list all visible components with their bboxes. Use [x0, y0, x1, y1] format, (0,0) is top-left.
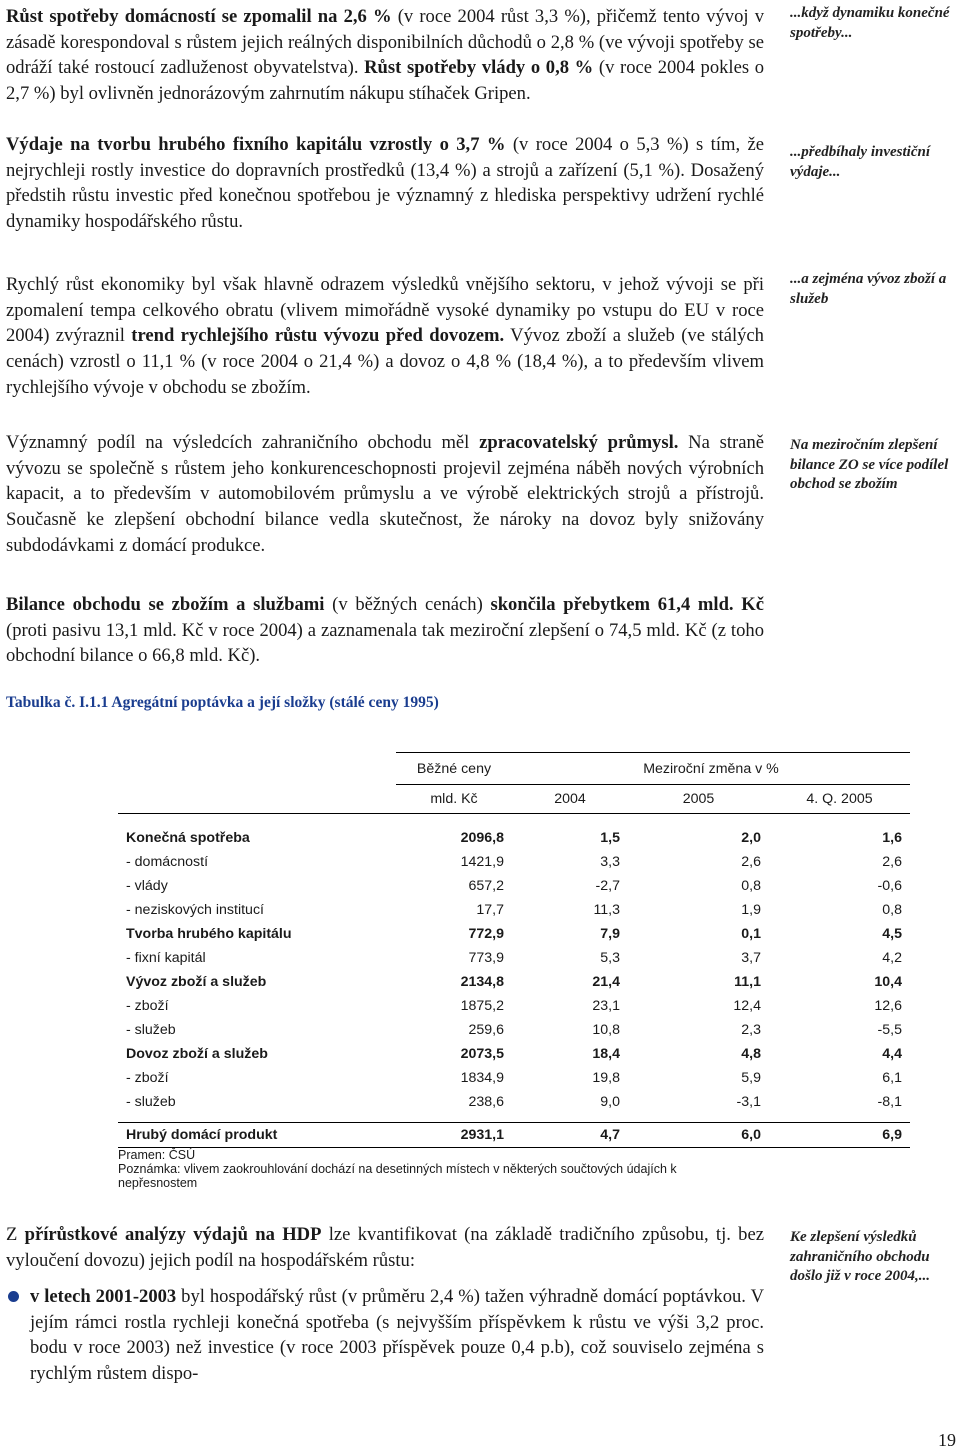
row-value: 1,5: [512, 814, 628, 851]
row-value: 9,0: [600, 1094, 620, 1110]
row-value: 6,0: [628, 1123, 769, 1148]
row-value: 12,4: [733, 998, 761, 1014]
row-value: 7,9: [600, 926, 620, 942]
row-value: 4,8: [741, 1046, 761, 1062]
row-value: 2073,5: [460, 1046, 504, 1062]
table-row: [118, 850, 910, 874]
table-row: [118, 898, 910, 922]
row-value: 0,8: [882, 902, 902, 918]
row-value: 2,3: [741, 1022, 761, 1038]
row-label: Dovoz zboží a služeb: [126, 1046, 268, 1062]
row-label: - neziskových institucí: [126, 902, 264, 918]
paragraph-trade-balance: Bilance obchodu se zbožím a službami (v běžných cenách) skončila přebytkem 61,4 mld. Kč (proti pasivu 13,1 mld. Kč v roce 2004) a zaznamenala tak meziroční zlepšení o 74,5 mld. Kč (z toho obchodní bilance o 66,8 mld. Kč).: [6, 594, 764, 667]
header-2005: 2005: [628, 785, 769, 814]
row-label: - zboží: [126, 998, 169, 1014]
row-value: 5,3: [600, 950, 620, 966]
table-subheader-row: [118, 785, 910, 814]
row-label: - fixní kapitál: [126, 950, 206, 966]
row-value: 3,3: [600, 854, 620, 870]
row-value: 772,9: [468, 926, 504, 942]
table-row: [118, 874, 910, 898]
row-value: 17,7: [476, 902, 504, 918]
row-value: 1,9: [741, 902, 761, 918]
row-value: 2134,8: [460, 974, 504, 990]
row-value: 0,1: [741, 926, 761, 942]
row-value: 4,2: [882, 950, 902, 966]
table-footnote: Poznámka: vlivem zaokrouhlování dochází na desetinných místech v některých součtových údajích k nepřesnostem: [118, 1162, 677, 1190]
row-value: 12,6: [874, 998, 902, 1014]
bullet-2001-2003: v letech 2001-2003 byl hospodářský růst (v průměru 2,4 %) tažen výhradně domácí poptávkou. V jejím rámci rostla rychleji konečná spotřeba (s nejvyšším příspěvkem k růstu ve výši 3,2 proc. bodu v roce 2003) než investice (v roce 2003 příspěvek pouze 0,4 p.b), což souviselo zejména s rychlým růstem dispo-: [30, 1286, 764, 1385]
header-yoy-change: Meziroční změna v %: [512, 753, 910, 785]
row-label: - služeb: [126, 1022, 176, 1038]
row-value: 1,6: [769, 814, 910, 851]
table-row: [118, 922, 910, 946]
table-row: [118, 1066, 910, 1090]
table-row: [118, 1090, 910, 1114]
margin-note-exports: ...a zejména vývoz zboží a služeb: [790, 271, 947, 307]
row-value: 773,9: [468, 950, 504, 966]
row-value: 2,6: [882, 854, 902, 870]
margin-note-trade-balance: Na meziročním zlepšení bilance ZO se více podílel obchod se zbožím: [790, 437, 949, 492]
row-value: 18,4: [592, 1046, 620, 1062]
row-value: 2,0: [628, 814, 769, 851]
paragraph-incremental-analysis: Z přírůstkové analýzy výdajů na HDP lze kvantifikovat (na základě tradičního způsobu, tj. bez vyloučení dovozu) jejich podíl na hospodářském růstu:: [6, 1224, 764, 1271]
table-source-note: [118, 1148, 758, 1190]
row-value: -0,6: [877, 878, 902, 894]
row-value: 2,6: [741, 854, 761, 870]
row-value: 23,1: [592, 998, 620, 1014]
row-value: 6,9: [769, 1123, 910, 1148]
row-label: Vývoz zboží a služeb: [126, 974, 267, 990]
paragraph-manufacturing: Významný podíl na výsledcích zahraničního obchodu měl zpracovatelský průmysl. Na straně vývozu se společně s růstem jeho konkurenceschopnosti projevil zejména náběh nových výrobních kapacit, a to především v automobilovém průmyslu a ve výrobě elektrických strojů a přístrojů. Současně ke zlepšení obchodní bilance vedla skutečnost, že nároky na dovoz byly snižovány subdodávkami z domácí produkce.: [6, 432, 765, 556]
paragraph-investment: Výdaje na tvorbu hrubého fixního kapitálu vzrostly o 3,7 % (v roce 2004 o 5,3 %) s tím, že nejrychleji rostly investice do dopravních prostředků (13,4 %) a strojů a zařízení (5,1 %). Dosažený předstih růstu investic před konečnou spotřebou je významný z hlediska perspektivy udržení rychlé dynamiky hospodářského růstu.: [6, 134, 764, 233]
paragraph-external-sector: Rychlý růst ekonomiky byl však hlavně odrazem výsledků vnějšího sektoru, v jehož vývoji se při zpomalení tempa celkového obratu (vlivem mimořádně vysoké dynamiky po vstupu do EU v roce 2004) zvýraznil trend rychlejšího růstu vývozu před dovozem. Vývoz zboží a služeb (ve stálých cenách) vzrostl o 11,1 % (v roce 2004 o 21,4 %) a dovoz o 4,8 % (18,4 %), a to především vlivem rychlejšího vývoje v obchodu se zbožím.: [6, 274, 764, 398]
row-value: 657,2: [468, 878, 504, 894]
table-spacer: [118, 1114, 910, 1123]
row-value: 1875,2: [460, 998, 504, 1014]
row-value: 0,8: [741, 878, 761, 894]
row-value: -2,7: [595, 878, 620, 894]
row-value: 4,5: [882, 926, 902, 942]
table-row: [118, 946, 910, 970]
header-unit: mld. Kč: [396, 785, 512, 814]
aggregate-demand-table: [118, 752, 910, 1148]
table-header-row: [118, 753, 910, 785]
row-value: 11,3: [593, 902, 620, 918]
row-value: 4,7: [512, 1123, 628, 1148]
row-label: Tvorba hrubého kapitálu: [126, 926, 292, 942]
header-current-prices: Běžné ceny: [396, 753, 512, 785]
row-label: - domácností: [126, 854, 209, 870]
row-value: 4,4: [882, 1046, 902, 1062]
row-value: 2931,1: [396, 1123, 512, 1148]
bullet-icon: [8, 1291, 19, 1302]
row-value: -5,5: [877, 1022, 902, 1038]
row-value: -8,1: [877, 1094, 902, 1110]
header-q4-2005: 4. Q. 2005: [769, 785, 910, 814]
row-label: Konečná spotřeba: [118, 814, 396, 851]
row-value: 1834,9: [460, 1070, 504, 1086]
row-label: - služeb: [126, 1094, 176, 1110]
row-value: 10,8: [592, 1022, 620, 1038]
table-caption: Tabulka č. I.1.1 Agregátní poptávka a její složky (stálé ceny 1995): [6, 694, 439, 711]
row-value: 19,8: [592, 1070, 620, 1086]
margin-note-consumption: ...když dynamiku konečné spotřeby...: [790, 5, 950, 41]
table-row: [118, 814, 910, 851]
row-value: 6,1: [882, 1070, 902, 1086]
paragraph-consumption: Růst spotřeby domácností se zpomalil na 2,6 % (v roce 2004 růst 3,3 %), přičemž tento vývoj v zásadě korespondoval s růstem jejich reálných disponibilních důchodů o 2,8 % (ve vývoji spotřeby se odráží také rostoucí zadluženost obyvatelstva). Růst spotřeby vlády o 0,8 % (v roce 2004 pokles o 2,7 %) byl ovlivněn jednorázovým zahrnutím nákupu stíhaček Gripen.: [6, 6, 764, 105]
row-value: -3,1: [736, 1094, 761, 1110]
row-value: 21,4: [592, 974, 620, 990]
table-source: Pramen: ČSÚ: [118, 1148, 196, 1162]
margin-note-trade-2004: Ke zlepšení výsledků zahraničního obchodu došlo již v roce 2004,...: [790, 1229, 930, 1284]
row-value: 10,4: [874, 974, 902, 990]
table-row: [118, 1042, 910, 1066]
row-value: 5,9: [741, 1070, 761, 1086]
page-number: 19: [938, 1430, 956, 1450]
margin-note-investment: ...předbíhaly investiční výdaje...: [790, 144, 930, 180]
table-row: [118, 970, 910, 994]
table-row: [118, 1123, 910, 1148]
row-label: - vlády: [126, 878, 168, 894]
table-row: [118, 1018, 910, 1042]
row-label: Hrubý domácí produkt: [118, 1123, 396, 1148]
table-row: [118, 994, 910, 1018]
row-label: - zboží: [126, 1070, 169, 1086]
header-2004: 2004: [512, 785, 628, 814]
row-value: 3,7: [741, 950, 761, 966]
row-value: 2096,8: [396, 814, 512, 851]
row-value: 1421,9: [460, 854, 504, 870]
row-value: 11,1: [734, 974, 761, 990]
row-value: 238,6: [468, 1094, 504, 1110]
row-value: 259,6: [468, 1022, 504, 1038]
